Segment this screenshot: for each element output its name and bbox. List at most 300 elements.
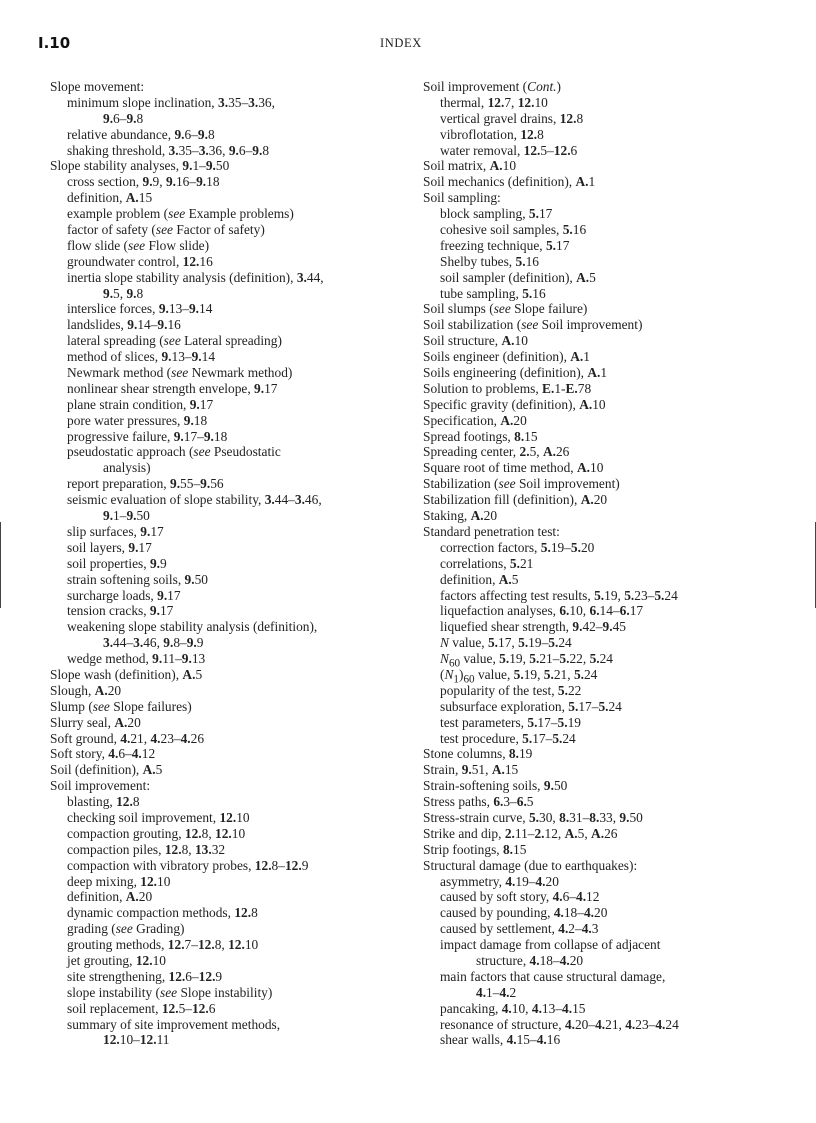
index-entry-text: 50	[136, 508, 150, 524]
index-subentry	[423, 270, 803, 286]
index-entry	[423, 158, 803, 174]
index-entry-text: 9.	[149, 603, 160, 619]
index-subentry	[50, 476, 410, 492]
index-entry-text: 5.	[654, 587, 665, 603]
index-entry-text: E.	[542, 380, 555, 396]
index-entry-text: 12.	[168, 968, 186, 984]
index-subentry	[50, 810, 410, 826]
index-entry-text: 8	[251, 905, 258, 921]
index-entry-text: 11–	[162, 651, 182, 667]
index-entry-text: Soil stabilization (	[423, 317, 522, 333]
index-entry-text: Spreading center,	[423, 444, 520, 460]
index-subentry	[50, 953, 410, 969]
index-entry-text: 21–	[539, 651, 560, 667]
index-entry-text: 24	[562, 730, 576, 746]
index-entry-text: pore water pressures,	[67, 412, 184, 428]
index-entry-text: 5.	[518, 635, 529, 651]
index-subentry	[50, 603, 410, 619]
index-entry-text: 21,	[130, 730, 151, 746]
index-entry-text: A.	[114, 714, 128, 730]
index-entry-text: 5.	[568, 698, 579, 714]
index-subentry	[50, 429, 410, 445]
index-entry-text: Soil improvement (	[423, 79, 528, 94]
index-entry-text: 13–	[171, 349, 192, 365]
index-entry-text: compaction piles,	[67, 841, 165, 857]
index-entry-text: 55–	[180, 476, 201, 492]
index-subentry	[423, 254, 803, 270]
index-entry-text: 35–	[178, 142, 199, 158]
index-entry-text: Soft story,	[50, 746, 109, 762]
index-entry-text: 9.	[170, 476, 181, 492]
index-entry-text: impact damage from collapse of adjacent	[440, 937, 661, 953]
index-entry-text: 21,	[605, 1016, 626, 1032]
index-entry-text: 17–	[183, 428, 204, 444]
index-entry-text: 21,	[553, 666, 574, 682]
index-entry-text: see	[493, 301, 511, 317]
index-entry-text: 6–	[118, 746, 132, 762]
index-subentry	[50, 222, 410, 238]
index-entry-text: 17–	[532, 730, 553, 746]
index-entry-text: 8	[132, 794, 140, 810]
index-entry-text: 12.	[116, 794, 133, 810]
index-subentry	[423, 1032, 803, 1048]
index-entry-text: 26	[190, 730, 205, 746]
index-entry-text: 36,	[258, 94, 275, 110]
index-entry-text: 17	[150, 523, 164, 539]
index-entry	[50, 746, 410, 762]
index-entry-text: 12.	[197, 937, 215, 953]
index-entry-text: factor of safety (	[67, 222, 156, 238]
index-entry-text: 8,	[201, 825, 216, 841]
index-entry-text: 9.	[183, 412, 194, 428]
index-entry-text: 24	[664, 587, 678, 603]
index-entry-text: definition,	[67, 190, 126, 206]
index-entry-text: 23–	[160, 730, 181, 746]
index-entry-text: 5.	[487, 635, 499, 651]
index-entry-text: 15	[138, 190, 153, 206]
index-entry-text: 19,	[509, 651, 530, 667]
index-entry-text: 16	[525, 253, 539, 269]
index-subentry	[50, 619, 410, 635]
index-subentry	[423, 603, 803, 619]
index-entry-text: 10	[590, 460, 604, 476]
index-entry-text: 6	[208, 1000, 216, 1016]
index-entry	[50, 683, 410, 699]
index-entry-text: Square root of time method,	[423, 460, 577, 476]
index-subentry	[50, 95, 410, 111]
index-entry	[50, 715, 410, 731]
index-entry-text: compaction grouting,	[67, 825, 185, 841]
index-entry-text: see	[163, 333, 181, 349]
index-entry-text: 12.	[517, 94, 535, 110]
index-entry-text: 4.	[581, 921, 592, 937]
index-entry-text: 12.	[219, 809, 237, 825]
index-entry-text: 20	[127, 714, 141, 730]
index-entry	[423, 810, 803, 826]
index-subentry	[50, 365, 410, 381]
index-entry-text: 10	[502, 158, 517, 174]
index-entry-text: N	[444, 666, 454, 682]
index-entry-text: 12.	[161, 1000, 179, 1016]
index-subentry	[50, 874, 410, 890]
index-entry-text: 20	[594, 905, 608, 921]
index-entry-text: 1	[588, 174, 596, 190]
index-entry	[423, 476, 803, 492]
index-entry-text: 13–	[541, 1000, 563, 1016]
index-entry-text: 23–	[634, 587, 655, 603]
index-entry-text: 4.	[655, 1016, 666, 1032]
index-entry	[423, 858, 803, 874]
index-entry-text: shear walls,	[440, 1032, 507, 1048]
index-entry-text: Newmark method)	[188, 365, 293, 381]
index-entry-text: 2	[509, 984, 517, 1000]
index-entry-text: 3.	[294, 492, 305, 508]
index-subentry	[50, 317, 410, 333]
index-subentry	[423, 556, 803, 572]
index-entry-text: 10	[231, 825, 246, 841]
index-entry-text: 15–	[516, 1032, 537, 1048]
index-entry-text: 24	[608, 698, 622, 714]
index-entry-text: 6	[570, 142, 578, 158]
index-entry-text: flow slide (	[67, 237, 128, 253]
index-entry-text: 5.	[548, 635, 559, 651]
index-entry-text: Strike and dip,	[423, 825, 505, 841]
index-entry-text: 13.	[194, 841, 212, 857]
index-entry-text: correlations,	[440, 555, 510, 571]
index-entry-text: 8–	[173, 635, 187, 651]
index-entry-text: A.	[491, 762, 505, 778]
index-entry-text: Stress paths,	[423, 794, 494, 810]
index-entry-text: 12.	[182, 253, 200, 269]
index-entry-text: 5.	[594, 587, 605, 603]
index-subentry	[423, 540, 803, 556]
index-entry-text: 3.	[296, 269, 307, 285]
index-entry-text: 20	[483, 508, 498, 524]
index-entry-text: groundwater control,	[67, 253, 183, 269]
index-subentry	[423, 731, 803, 747]
index-entry-text: Staking,	[423, 508, 471, 524]
index-entry-text: 17–	[537, 714, 558, 730]
index-entry-text: 19	[518, 746, 533, 762]
index-subentry	[423, 588, 803, 604]
index-entry-text: 10	[236, 809, 250, 825]
index-entry-text: Slope stability analyses,	[50, 158, 183, 174]
page-number: I.10	[38, 34, 71, 52]
index-entry-text: A.	[501, 333, 515, 349]
index-entry-text: soil replacement,	[67, 1000, 162, 1016]
index-entry	[423, 460, 803, 476]
index-entry-text: 9.	[103, 508, 114, 524]
index-entry-text: 16	[546, 1032, 561, 1048]
index-entry-text: 4.	[529, 952, 540, 968]
index-entry-text: 1	[600, 365, 608, 381]
index-subentry	[423, 874, 803, 890]
index-entry-text: 9.	[205, 158, 216, 174]
index-entry-text: vibroflotation,	[440, 126, 521, 142]
running-header: INDEX	[380, 36, 422, 50]
index-entry-text: 1-	[554, 380, 566, 396]
index-entry-text: 4.	[499, 984, 510, 1000]
index-entry	[423, 492, 803, 508]
index-entry-text: 9	[159, 555, 167, 571]
index-entry-text: 10	[244, 937, 259, 953]
index-entry-text: 32	[211, 841, 226, 857]
index-subentry	[50, 460, 410, 476]
index-entry	[50, 762, 410, 778]
index-entry-text: 8	[262, 142, 270, 158]
index-entry-text: see	[115, 921, 133, 937]
index-entry-text: see	[128, 237, 146, 253]
index-entry-text: example problem (	[67, 206, 169, 222]
index-entry-text: 9.	[203, 428, 214, 444]
index-entry-text: 9.	[461, 762, 472, 778]
index-entry-text: 5–	[540, 142, 554, 158]
index-entry-text: resonance of structure,	[440, 1016, 565, 1032]
index-entry-text: see	[171, 365, 189, 381]
index-entry	[50, 699, 410, 715]
index-entry-text: Slump (	[50, 698, 93, 714]
index-entry-text: Stress-strain curve,	[423, 809, 529, 825]
index-entry-text: A.	[94, 682, 108, 698]
index-entry-text: 4.	[576, 889, 587, 905]
index-entry-text: cohesive soil samples,	[440, 222, 563, 238]
index-entry-text: soil sampler (definition),	[440, 269, 577, 285]
index-entry-text: 9.	[543, 778, 554, 794]
index-entry-text: (	[440, 666, 445, 682]
index-entry-text: 24	[558, 635, 572, 651]
index-entry-text: 9.	[191, 349, 202, 365]
index-entry-text: Factor of safety)	[172, 222, 265, 238]
index-entry-text: correction factors,	[440, 539, 541, 555]
index-entry-text: 8,	[181, 841, 195, 857]
index-entry-text: 9	[215, 968, 223, 984]
index-entry-text: shaking threshold,	[67, 142, 169, 158]
index-subentry	[50, 286, 410, 302]
index-entry-text: 18	[213, 428, 228, 444]
index-entry-text: 5.	[528, 809, 540, 825]
index-entry-text: 8,	[214, 937, 229, 953]
index-entry-text: slip surfaces,	[67, 523, 141, 539]
index-entry-text: A.	[489, 158, 503, 174]
index-entry-text: 5.	[499, 651, 510, 667]
index-entry-text: Pseudostatic	[210, 444, 281, 460]
index-entry-text: Soil improvement)	[515, 476, 620, 492]
index-entry-text: 30,	[539, 809, 560, 825]
index-entry-text: 9.	[142, 174, 153, 190]
index-entry-text: 3.	[133, 635, 144, 651]
index-entry-text: 4.	[536, 1032, 547, 1048]
index-entry-text: 3	[591, 921, 599, 937]
index-entry-text: freezing technique,	[440, 237, 546, 253]
index-entry-text: A.	[125, 889, 139, 905]
index-entry-text: see	[193, 444, 211, 460]
index-subentry	[50, 842, 410, 858]
index-subentry	[50, 588, 410, 604]
index-entry-text: 9.	[140, 523, 151, 539]
index-entry-text: Slurry seal,	[50, 714, 115, 730]
index-entry-text: 19,	[604, 587, 625, 603]
index-entry-text: 5.	[557, 682, 568, 698]
index-entry-text: 4.	[625, 1016, 636, 1032]
index-entry-text: 10	[534, 94, 548, 110]
index-subentry	[50, 190, 410, 206]
index-entry-text: A.	[575, 174, 589, 190]
index-entry-text: 15	[504, 762, 519, 778]
index-entry-text: 5.	[527, 714, 538, 730]
index-entry-text: Shelby tubes,	[440, 253, 516, 269]
index-entry-text: 6–	[184, 126, 198, 142]
index-subentry	[50, 889, 410, 905]
index-entry-text: 36,	[208, 142, 229, 158]
index-entry-text: N	[440, 635, 449, 651]
index-entry-text: 9.	[619, 809, 630, 825]
index-entry-text: 6.	[589, 603, 600, 619]
index-entry	[50, 158, 410, 174]
index-entry-text: 4.	[595, 1016, 606, 1032]
index-entry-text: 10	[152, 952, 166, 968]
index-entry-text: 4.	[559, 952, 570, 968]
index-entry-text: blasting,	[67, 794, 117, 810]
index-entry-text: 9.	[157, 587, 168, 603]
index-entry	[423, 444, 803, 460]
index-entry	[423, 413, 803, 429]
index-entry-text: relative abundance,	[67, 126, 175, 142]
index-entry-text: 11–	[514, 825, 535, 841]
index-entry-text: 17	[629, 603, 644, 619]
index-subentry	[50, 349, 410, 365]
index-entry-text: 18	[206, 174, 220, 190]
index-entry-text: Flow slide)	[145, 237, 210, 253]
index-entry-text: A.	[470, 508, 484, 524]
index-entry-text: 17	[167, 587, 181, 603]
index-entry-text: test parameters,	[440, 714, 528, 730]
index-entry-text: A.	[500, 412, 514, 428]
index-entry-text: 8	[576, 110, 584, 126]
index-entry-text: caused by pounding,	[440, 905, 554, 921]
index-subentry	[50, 572, 410, 588]
index-entry-text: 12.	[164, 841, 182, 857]
index-entry-text: )	[458, 666, 464, 682]
index-entry-text: 1	[453, 673, 459, 686]
index-entry-text: 8–	[271, 857, 285, 873]
index-column-right	[423, 79, 803, 1048]
index-subentry	[423, 635, 803, 651]
index-entry-text: 5.	[562, 222, 573, 238]
index-entry-text: 12.	[198, 968, 216, 984]
index-subentry	[50, 381, 410, 397]
index-entry-text: 18	[193, 412, 208, 428]
index-entry-text: 19–	[515, 873, 536, 889]
index-entry-text: A.	[576, 269, 590, 285]
index-subentry	[423, 937, 803, 953]
index-entry-text: 17	[159, 603, 174, 619]
index-subentry	[50, 206, 410, 222]
index-entry-text: 2.	[519, 444, 530, 460]
index-entry-text: factors affecting test results,	[440, 587, 595, 603]
index-entry-text: pseudostatic approach (	[67, 444, 194, 460]
index-entry-text: 4.	[552, 889, 563, 905]
index-entry-text: 8.	[508, 746, 519, 762]
index-entry-text: 5.	[543, 666, 554, 682]
index-entry-text: 12.	[254, 857, 272, 873]
index-subentry	[50, 1001, 410, 1017]
index-subentry	[423, 905, 803, 921]
index-entry-text: 9.	[103, 285, 114, 301]
index-entry-text: 20–	[574, 1016, 596, 1032]
index-entry-text: A.	[580, 492, 594, 508]
index-entry-text: Structural damage (due to earthquakes):	[423, 857, 638, 873]
index-entry-text: 9.	[252, 142, 263, 158]
index-entry-text: pancaking,	[440, 1000, 502, 1016]
index-entry-text: Slope failures)	[109, 698, 192, 714]
index-entry-text: 1	[583, 349, 590, 365]
index-entry-text: 2–	[568, 921, 582, 937]
index-entry-text: Soil structure,	[423, 333, 502, 349]
index-subentry	[50, 508, 410, 524]
index-entry	[423, 349, 803, 365]
index-subentry	[50, 270, 410, 286]
index-entry-text: 4.	[553, 905, 564, 921]
index-entry	[423, 174, 803, 190]
index-entry-text: 26	[555, 444, 570, 460]
index-subentry	[50, 333, 410, 349]
index-entry-text: Soil (definition),	[50, 762, 143, 778]
index-entry-text: 12.	[184, 825, 202, 841]
index-subentry	[50, 905, 410, 921]
index-entry-text: 5	[589, 269, 596, 285]
index-entry-text: 5	[511, 571, 519, 587]
index-subentry	[423, 985, 803, 1001]
index-entry-text: 6–	[113, 110, 127, 126]
index-entry-text: 5.	[573, 666, 584, 682]
index-entry-text: 17–	[578, 698, 599, 714]
index-entry-text: value,	[448, 635, 488, 651]
index-entry-text: 15	[524, 428, 538, 444]
index-entry-text: 10,	[569, 603, 590, 619]
index-entry-text: A.	[579, 396, 593, 412]
index-entry-text: 8.	[514, 428, 525, 444]
index-subentry	[423, 969, 803, 985]
index-entry-text: Slough,	[50, 682, 95, 698]
index-entry-text: 10	[157, 873, 171, 889]
index-entry-text: 6.	[516, 794, 527, 810]
index-entry-text: A.	[142, 762, 156, 778]
index-entry-text: E.	[565, 380, 578, 396]
index-entry-text: Slope failure)	[510, 301, 588, 317]
index-entry-text: 20	[593, 492, 608, 508]
index-entry-text: 26	[604, 825, 618, 841]
index-entry-text: strain softening soils,	[67, 571, 185, 587]
index-entry-text: Slope wash (definition),	[50, 666, 183, 682]
index-entry-text: 5.	[528, 206, 539, 222]
index-entry-text: Stabilization fill (definition),	[423, 492, 581, 508]
index-entry-text: 6–	[185, 968, 199, 984]
index-entry-text: Example problems)	[185, 206, 294, 222]
index-entry-text: lateral spreading (	[67, 333, 164, 349]
index-entry-text: 4.	[150, 730, 161, 746]
index-entry-text: 9.	[228, 142, 239, 158]
index-subentry	[50, 301, 410, 317]
index-entry-text: landslides,	[67, 317, 128, 333]
index-entry-text: 5	[155, 762, 163, 778]
index-entry-text: main factors that cause structural damage,	[440, 968, 666, 984]
index-entry-text: 6–	[562, 889, 576, 905]
index-entry-text: 5.	[624, 587, 635, 603]
index-entry-text: site strengthening,	[67, 968, 169, 984]
index-entry-text: 9.	[184, 571, 195, 587]
index-entry-text: 33,	[599, 809, 620, 825]
index-entry-text: see	[155, 222, 173, 238]
